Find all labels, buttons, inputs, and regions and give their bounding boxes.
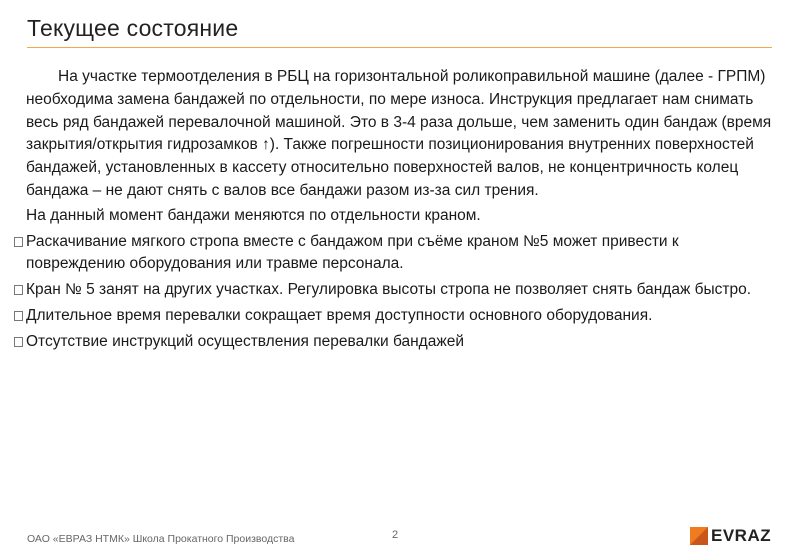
bullet-text: Отсутствие инструкций осуществления перевалки бандажей — [26, 332, 464, 350]
bullet-item — [13, 331, 778, 354]
slide-title: Текущее состояние — [27, 15, 239, 41]
bullet-text: Кран № 5 занят на других участках. Регулировка высоты стропа не позволяет снять бандаж быстро. — [26, 281, 752, 299]
bullet-square-icon — [13, 279, 26, 302]
evraz-logo-icon — [690, 527, 708, 545]
body-paragraph-1: На участке термоотделения в РБЦ на горизонтальной роликоправильной машине (далее - ГРПМ) необходима замена бандажей по отдельности, по мере износа. Инструкция предлагает нам снимать весь ряд бандажей перевалочной машиной. Это в 3-4 раза дольше, чем заменить один бандаж (время закрытия/открытия гидрозамков ↑). Также погрешности позиционирования внутренних поверхностей бандажей, установленных в кассету относительно поверхностей валов, не концентричность колец бандажа – не дают снять с валов все бандажи разом из-за сил трения. — [26, 68, 772, 199]
body-paragraph-2: На данный момент бандажи меняются по отдельности краном. — [26, 206, 481, 224]
bullet-square-icon — [13, 231, 26, 277]
logo-text: EVRAZ — [711, 526, 772, 545]
slide-body — [13, 66, 778, 354]
evraz-logo — [690, 526, 771, 546]
bullet-square-icon — [13, 331, 26, 354]
bullet-item — [13, 231, 778, 277]
bullet-item — [13, 279, 778, 302]
footer-organization: ОАО «ЕВРАЗ НТМК» Школа Прокатного Производства — [27, 533, 295, 545]
bullet-square-icon — [13, 305, 26, 328]
bullet-text: Длительное время перевалки сокращает время доступности основного оборудования. — [26, 306, 653, 324]
bullet-text: Раскачивание мягкого стропа вместе с бандажом при съёме краном №5 может привести к повреждению оборудования или травме персонала. — [26, 232, 679, 273]
bullet-item — [13, 305, 778, 328]
title-divider — [27, 47, 772, 48]
page-number: 2 — [392, 529, 399, 541]
